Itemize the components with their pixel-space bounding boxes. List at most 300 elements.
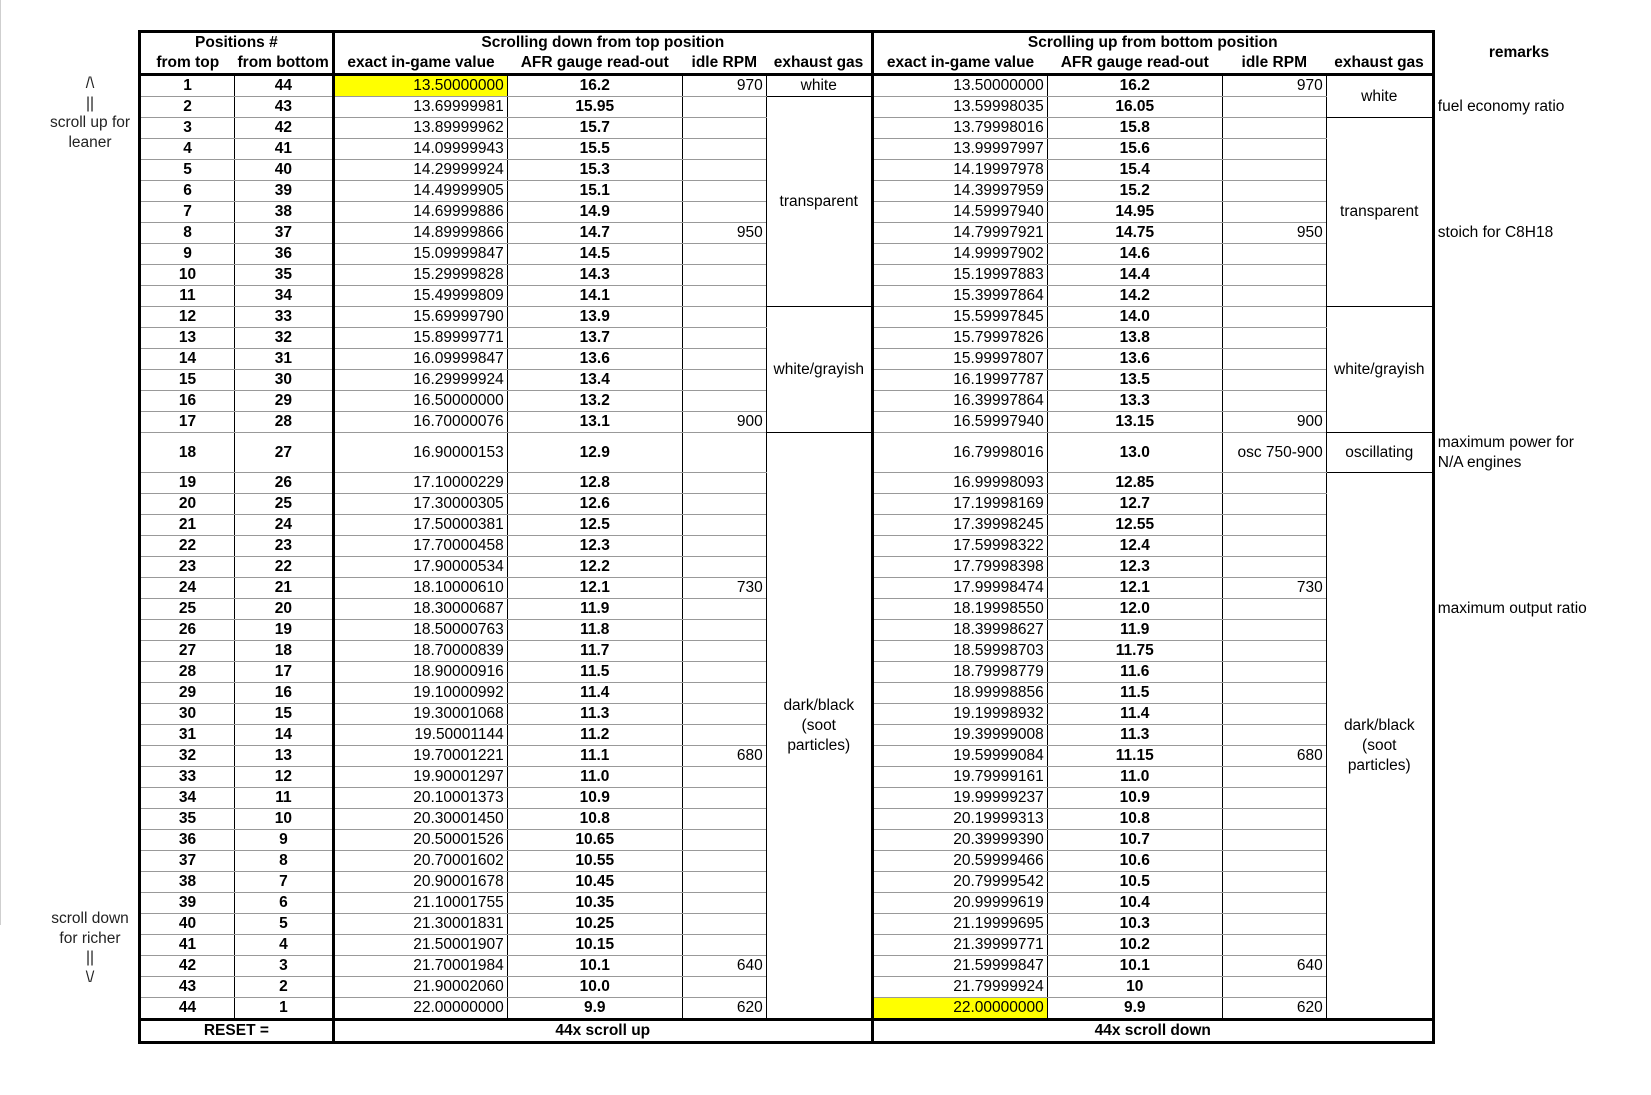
remark-empty: [1433, 725, 1603, 746]
up-idle-rpm: osc 750-900: [1222, 433, 1326, 473]
position-from-top: 12: [140, 307, 235, 328]
down-exact-value-header: exact in-game value: [333, 53, 507, 75]
positions-group-header: Positions #: [140, 32, 334, 54]
down-afr-readout: 10.55: [507, 851, 682, 872]
down-idle-rpm: 900: [682, 412, 766, 433]
down-afr-readout: 14.1: [507, 286, 682, 307]
down-exact-value: 17.10000229: [333, 473, 507, 494]
down-afr-readout: 10.45: [507, 872, 682, 893]
position-from-bottom: 33: [235, 307, 334, 328]
position-from-top: 42: [140, 956, 235, 977]
remark-empty: [1433, 391, 1603, 412]
scroll-up-group-header: Scrolling up from bottom position: [872, 32, 1433, 54]
down-idle-rpm: [682, 370, 766, 391]
position-from-bottom: 3: [235, 956, 334, 977]
position-from-bottom: 4: [235, 935, 334, 956]
up-idle-rpm: [1222, 893, 1326, 914]
position-from-top: 15: [140, 370, 235, 391]
down-idle-rpm: [682, 328, 766, 349]
position-from-bottom: 17: [235, 662, 334, 683]
up-arrow-shaft: ||: [85, 94, 95, 112]
position-from-top: 34: [140, 788, 235, 809]
down-afr-readout: 14.7: [507, 223, 682, 244]
down-afr-readout: 15.5: [507, 139, 682, 160]
up-afr-readout: 14.75: [1047, 223, 1222, 244]
position-from-top: 6: [140, 181, 235, 202]
position-from-bottom: 41: [235, 139, 334, 160]
up-afr-readout: 15.4: [1047, 160, 1222, 181]
position-from-top: 22: [140, 536, 235, 557]
position-from-bottom: 28: [235, 412, 334, 433]
down-afr-readout: 14.5: [507, 244, 682, 265]
position-from-top: 13: [140, 328, 235, 349]
down-afr-readout: 13.6: [507, 349, 682, 370]
position-from-top: 17: [140, 412, 235, 433]
position-from-bottom: 37: [235, 223, 334, 244]
down-idle-rpm: [682, 494, 766, 515]
up-idle-rpm: [1222, 370, 1326, 391]
down-exact-value: 14.89999866: [333, 223, 507, 244]
scroll-down-text-2: for richer: [59, 929, 121, 947]
down-exact-value: 18.50000763: [333, 620, 507, 641]
position-from-top: 39: [140, 893, 235, 914]
down-exact-value: 18.30000687: [333, 599, 507, 620]
remark-empty: [1433, 977, 1603, 998]
up-exhaust-header: exhaust gas: [1326, 53, 1433, 75]
down-exact-value: 21.10001755: [333, 893, 507, 914]
down-afr-header: AFR gauge read-out: [507, 53, 682, 75]
up-exhaust-gas: white: [1326, 75, 1433, 118]
remark-empty: [1433, 202, 1603, 223]
up-afr-readout: 11.9: [1047, 620, 1222, 641]
up-exact-value: 16.39997864: [872, 391, 1047, 412]
position-from-bottom: 22: [235, 557, 334, 578]
down-exact-value: 17.70000458: [333, 536, 507, 557]
up-exact-value: 13.59998035: [872, 97, 1047, 118]
table-row: [140, 118, 1604, 139]
up-exhaust-gas: oscillating: [1326, 433, 1433, 473]
up-exact-value: 20.19999313: [872, 809, 1047, 830]
position-from-bottom: 21: [235, 578, 334, 599]
position-from-bottom: 9: [235, 830, 334, 851]
up-exact-value: 19.19998932: [872, 704, 1047, 725]
down-exact-value: 17.90000534: [333, 557, 507, 578]
down-exact-value: 21.30001831: [333, 914, 507, 935]
down-idle-rpm: [682, 349, 766, 370]
down-afr-readout: 11.4: [507, 683, 682, 704]
down-afr-readout: 10.1: [507, 956, 682, 977]
position-from-top: 38: [140, 872, 235, 893]
position-from-bottom: 25: [235, 494, 334, 515]
up-idle-rpm: [1222, 139, 1326, 160]
position-from-top: 4: [140, 139, 235, 160]
down-exhaust-gas: white: [766, 75, 872, 97]
down-idle-rpm: [682, 641, 766, 662]
remark-empty: [1433, 515, 1603, 536]
up-exact-value: 19.79999161: [872, 767, 1047, 788]
position-from-top: 24: [140, 578, 235, 599]
down-idle-rpm: [682, 725, 766, 746]
up-exact-value: 21.39999771: [872, 935, 1047, 956]
down-idle-rpm: [682, 433, 766, 473]
down-idle-rpm: [682, 914, 766, 935]
up-afr-readout: 16.05: [1047, 97, 1222, 118]
up-afr-header: AFR gauge read-out: [1047, 53, 1222, 75]
up-afr-readout: 10.3: [1047, 914, 1222, 935]
position-from-bottom: 5: [235, 914, 334, 935]
down-idle-rpm: [682, 788, 766, 809]
up-afr-readout: 11.75: [1047, 641, 1222, 662]
position-from-top: 20: [140, 494, 235, 515]
footer-spacer: [1433, 1020, 1603, 1043]
position-from-bottom: 31: [235, 349, 334, 370]
position-from-top: 41: [140, 935, 235, 956]
down-exact-value: 21.90002060: [333, 977, 507, 998]
position-from-bottom: 6: [235, 893, 334, 914]
position-from-bottom: 38: [235, 202, 334, 223]
down-idle-rpm: [682, 536, 766, 557]
down-exact-value: 16.90000153: [333, 433, 507, 473]
position-from-bottom: 13: [235, 746, 334, 767]
down-idle-rpm: [682, 181, 766, 202]
down-idle-rpm: [682, 767, 766, 788]
down-afr-readout: 15.95: [507, 97, 682, 118]
down-afr-readout: 10.15: [507, 935, 682, 956]
position-from-top: 40: [140, 914, 235, 935]
up-exact-value: 16.79998016: [872, 433, 1047, 473]
position-from-bottom: 30: [235, 370, 334, 391]
up-idle-rpm: [1222, 872, 1326, 893]
down-exact-value: 19.70001221: [333, 746, 507, 767]
up-afr-readout: 11.15: [1047, 746, 1222, 767]
up-afr-readout: 15.6: [1047, 139, 1222, 160]
remark-empty: [1433, 872, 1603, 893]
up-exact-value: 16.19997787: [872, 370, 1047, 391]
position-from-top: 18: [140, 433, 235, 473]
up-idle-rpm: [1222, 244, 1326, 265]
up-afr-readout: 14.95: [1047, 202, 1222, 223]
up-idle-rpm: [1222, 473, 1326, 494]
down-exact-value: 19.50001144: [333, 725, 507, 746]
down-idle-rpm: 620: [682, 998, 766, 1020]
up-idle-rpm: [1222, 307, 1326, 328]
up-idle-rpm: [1222, 767, 1326, 788]
position-from-bottom: 24: [235, 515, 334, 536]
down-afr-readout: 11.9: [507, 599, 682, 620]
position-from-bottom: 7: [235, 872, 334, 893]
up-exact-value: 18.99998856: [872, 683, 1047, 704]
up-exact-value: 15.59997845: [872, 307, 1047, 328]
position-from-bottom: 34: [235, 286, 334, 307]
up-idle-rpm: [1222, 494, 1326, 515]
remark-empty: [1433, 494, 1603, 515]
position-from-top: 21: [140, 515, 235, 536]
up-idle-rpm-header: idle RPM: [1222, 53, 1326, 75]
down-exact-value: 19.10000992: [333, 683, 507, 704]
up-afr-readout: 11.0: [1047, 767, 1222, 788]
up-exact-value: 14.99997902: [872, 244, 1047, 265]
up-idle-rpm: [1222, 851, 1326, 872]
up-afr-readout: 10.6: [1047, 851, 1222, 872]
position-from-top: 37: [140, 851, 235, 872]
up-afr-readout: 13.6: [1047, 349, 1222, 370]
down-idle-rpm: 730: [682, 578, 766, 599]
up-afr-readout: 11.4: [1047, 704, 1222, 725]
up-idle-rpm: [1222, 118, 1326, 139]
up-exact-value: 15.79997826: [872, 328, 1047, 349]
down-idle-rpm: [682, 599, 766, 620]
down-afr-readout: 10.65: [507, 830, 682, 851]
remark-empty: [1433, 767, 1603, 788]
up-idle-rpm: [1222, 809, 1326, 830]
up-exact-value: 16.59997940: [872, 412, 1047, 433]
up-idle-rpm: [1222, 977, 1326, 998]
up-idle-rpm: [1222, 97, 1326, 118]
up-exact-value: 13.79998016: [872, 118, 1047, 139]
down-idle-rpm: [682, 935, 766, 956]
down-idle-rpm: [682, 851, 766, 872]
up-exact-value: 15.39997864: [872, 286, 1047, 307]
remark-empty: [1433, 557, 1603, 578]
remark-empty: [1433, 851, 1603, 872]
up-exact-value: 21.59999847: [872, 956, 1047, 977]
position-from-bottom: 32: [235, 328, 334, 349]
down-idle-rpm: [682, 160, 766, 181]
position-from-bottom: 19: [235, 620, 334, 641]
remark-empty: [1433, 473, 1603, 494]
up-afr-readout: 10.4: [1047, 893, 1222, 914]
up-idle-rpm: [1222, 641, 1326, 662]
up-idle-rpm: 640: [1222, 956, 1326, 977]
from-top-header: from top: [140, 53, 235, 75]
up-idle-rpm: 620: [1222, 998, 1326, 1020]
down-exact-value: 20.10001373: [333, 788, 507, 809]
down-afr-readout: 13.2: [507, 391, 682, 412]
position-from-bottom: 12: [235, 767, 334, 788]
position-from-bottom: 16: [235, 683, 334, 704]
down-idle-rpm: [682, 118, 766, 139]
up-exact-value: 22.00000000: [872, 998, 1047, 1020]
down-idle-rpm: [682, 620, 766, 641]
down-afr-readout: 12.3: [507, 536, 682, 557]
up-idle-rpm: [1222, 536, 1326, 557]
down-exact-value: 22.00000000: [333, 998, 507, 1020]
down-afr-readout: 10.25: [507, 914, 682, 935]
position-from-bottom: 1: [235, 998, 334, 1020]
down-afr-readout: 11.7: [507, 641, 682, 662]
remark-empty: [1433, 893, 1603, 914]
position-from-bottom: 39: [235, 181, 334, 202]
up-idle-rpm: [1222, 788, 1326, 809]
up-idle-rpm: 950: [1222, 223, 1326, 244]
up-afr-readout: 9.9: [1047, 998, 1222, 1020]
up-exact-value: 17.59998322: [872, 536, 1047, 557]
remark-text: maximum power for N/A engines: [1437, 433, 1574, 471]
up-afr-readout: 12.7: [1047, 494, 1222, 515]
down-afr-readout: 11.1: [507, 746, 682, 767]
up-idle-rpm: 680: [1222, 746, 1326, 767]
down-afr-readout: 10.35: [507, 893, 682, 914]
remark-empty: [1433, 265, 1603, 286]
down-exact-value: 13.69999981: [333, 97, 507, 118]
down-exact-value: 19.90001297: [333, 767, 507, 788]
remark-empty: [1433, 328, 1603, 349]
up-exact-value: 19.39999008: [872, 725, 1047, 746]
position-from-top: 19: [140, 473, 235, 494]
remark-empty: [1433, 118, 1603, 139]
down-exact-value: 16.09999847: [333, 349, 507, 370]
down-afr-readout: 16.2: [507, 75, 682, 97]
remark-empty: [1433, 412, 1603, 433]
down-exact-value: 15.49999809: [333, 286, 507, 307]
position-from-bottom: 42: [235, 118, 334, 139]
up-exact-value: 18.39998627: [872, 620, 1047, 641]
up-exact-value: 16.99998093: [872, 473, 1047, 494]
position-from-bottom: 2: [235, 977, 334, 998]
remark-text: maximum output ratio: [1437, 599, 1587, 617]
up-exact-value-header: exact in-game value: [872, 53, 1047, 75]
afr-table: [138, 30, 1603, 1044]
up-afr-readout: 10: [1047, 977, 1222, 998]
down-exact-value: 15.29999828: [333, 265, 507, 286]
position-from-top: 16: [140, 391, 235, 412]
up-idle-rpm: [1222, 935, 1326, 956]
position-from-bottom: 27: [235, 433, 334, 473]
up-idle-rpm: [1222, 286, 1326, 307]
reset-scroll-up: 44x scroll up: [333, 1020, 872, 1043]
up-afr-readout: 14.0: [1047, 307, 1222, 328]
up-idle-rpm: [1222, 557, 1326, 578]
up-afr-readout: 12.85: [1047, 473, 1222, 494]
up-exact-value: 21.19999695: [872, 914, 1047, 935]
down-idle-rpm: 950: [682, 223, 766, 244]
up-afr-readout: 12.55: [1047, 515, 1222, 536]
remark-empty: [1433, 349, 1603, 370]
up-idle-rpm: [1222, 349, 1326, 370]
down-afr-readout: 12.2: [507, 557, 682, 578]
up-idle-rpm: [1222, 662, 1326, 683]
down-exact-value: 14.09999943: [333, 139, 507, 160]
up-afr-readout: 13.3: [1047, 391, 1222, 412]
up-idle-rpm: [1222, 391, 1326, 412]
up-afr-readout: 11.3: [1047, 725, 1222, 746]
up-exact-value: 19.99999237: [872, 788, 1047, 809]
down-exact-value: 15.69999790: [333, 307, 507, 328]
down-afr-readout: 13.1: [507, 412, 682, 433]
up-idle-rpm: 900: [1222, 412, 1326, 433]
up-idle-rpm: [1222, 599, 1326, 620]
up-afr-readout: 13.5: [1047, 370, 1222, 391]
down-exact-value: 20.90001678: [333, 872, 507, 893]
down-idle-rpm: [682, 202, 766, 223]
up-exact-value: 14.79997921: [872, 223, 1047, 244]
up-exact-value: 20.59999466: [872, 851, 1047, 872]
position-from-bottom: 20: [235, 599, 334, 620]
down-afr-readout: 9.9: [507, 998, 682, 1020]
remark-empty: [1433, 935, 1603, 956]
remark-empty: [1433, 536, 1603, 557]
down-exact-value: 20.50001526: [333, 830, 507, 851]
down-afr-readout: 15.7: [507, 118, 682, 139]
up-idle-rpm: [1222, 160, 1326, 181]
down-afr-readout: 12.9: [507, 433, 682, 473]
up-exact-value: 17.39998245: [872, 515, 1047, 536]
position-from-bottom: 10: [235, 809, 334, 830]
up-afr-readout: 10.5: [1047, 872, 1222, 893]
down-arrow-shaft: ||: [85, 949, 95, 966]
remark-empty: [1433, 662, 1603, 683]
down-afr-readout: 14.3: [507, 265, 682, 286]
down-exhaust-gas: dark/black (soot particles): [766, 433, 872, 1020]
down-exact-value: 20.70001602: [333, 851, 507, 872]
up-exact-value: 13.99997997: [872, 139, 1047, 160]
position-from-bottom: 15: [235, 704, 334, 725]
down-idle-rpm: [682, 307, 766, 328]
scroll-up-text-2: leaner: [68, 133, 112, 151]
reset-scroll-down: 44x scroll down: [872, 1020, 1433, 1043]
remark-empty: [1433, 620, 1603, 641]
up-idle-rpm: [1222, 202, 1326, 223]
table-body: [140, 75, 1604, 1020]
remark-empty: [1433, 578, 1603, 599]
position-from-bottom: 8: [235, 851, 334, 872]
down-idle-rpm: 640: [682, 956, 766, 977]
up-exact-value: 14.39997959: [872, 181, 1047, 202]
position-from-top: 7: [140, 202, 235, 223]
position-from-bottom: 35: [235, 265, 334, 286]
down-idle-rpm: [682, 893, 766, 914]
position-from-top: 26: [140, 620, 235, 641]
up-afr-readout: 10.8: [1047, 809, 1222, 830]
up-exact-value: 17.19998169: [872, 494, 1047, 515]
down-exact-value: 15.09999847: [333, 244, 507, 265]
position-from-bottom: 40: [235, 160, 334, 181]
remark-empty: [1433, 830, 1603, 851]
down-idle-rpm: [682, 830, 766, 851]
down-idle-rpm: 970: [682, 75, 766, 97]
up-idle-rpm: [1222, 265, 1326, 286]
position-from-top: 30: [140, 704, 235, 725]
remark-empty: [1433, 788, 1603, 809]
down-afr-readout: 13.7: [507, 328, 682, 349]
position-from-top: 43: [140, 977, 235, 998]
down-exhaust-gas: white/grayish: [766, 307, 872, 433]
position-from-bottom: 11: [235, 788, 334, 809]
down-afr-readout: 13.9: [507, 307, 682, 328]
remark-empty: [1433, 139, 1603, 160]
down-exact-value: 17.50000381: [333, 515, 507, 536]
down-idle-rpm: [682, 473, 766, 494]
up-afr-readout: 10.1: [1047, 956, 1222, 977]
up-afr-readout: 12.4: [1047, 536, 1222, 557]
remark-text: stoich for C8H18: [1437, 223, 1554, 241]
down-exact-value: 14.69999886: [333, 202, 507, 223]
scroll-up-text-1: scroll up for: [49, 114, 131, 131]
down-idle-rpm: [682, 391, 766, 412]
up-afr-readout: 10.9: [1047, 788, 1222, 809]
reset-label: RESET =: [140, 1020, 334, 1043]
up-exact-value: 20.79999542: [872, 872, 1047, 893]
up-idle-rpm: [1222, 620, 1326, 641]
scroll-down-text-1: scroll down: [51, 910, 129, 927]
down-idle-rpm: 680: [682, 746, 766, 767]
up-arrow-head: /\: [85, 75, 95, 92]
position-from-top: 25: [140, 599, 235, 620]
down-afr-readout: 11.2: [507, 725, 682, 746]
down-afr-readout: 11.5: [507, 662, 682, 683]
position-from-bottom: 29: [235, 391, 334, 412]
up-afr-readout: 14.2: [1047, 286, 1222, 307]
